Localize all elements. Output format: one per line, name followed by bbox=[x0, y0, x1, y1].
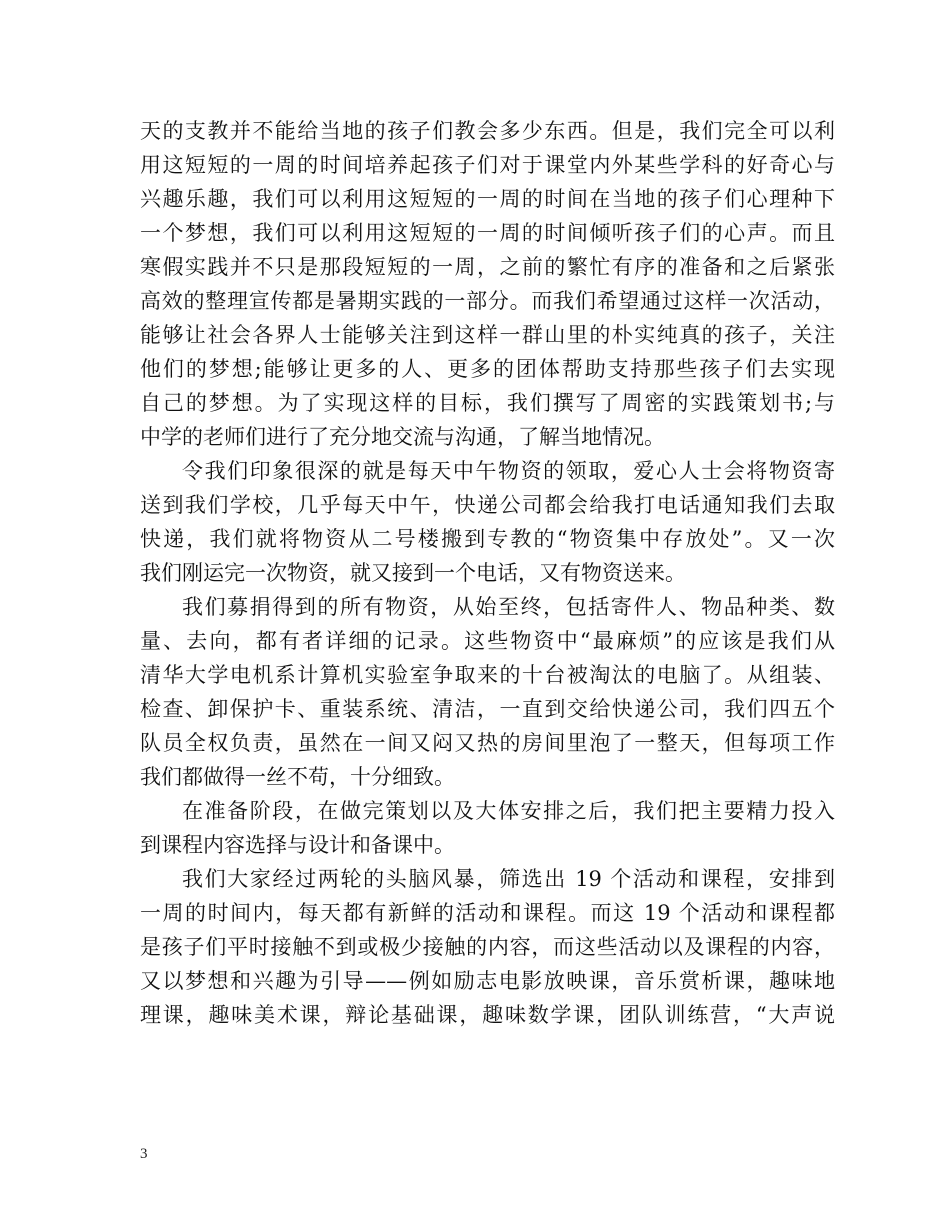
text-line: 在准备阶段，在做完策划以及大体安排之后，我们把主要精力投入 bbox=[182, 799, 835, 823]
text-line: 天的支教并不能给当地的孩子们教会多少东西。但是，我们完全可以利 bbox=[140, 119, 835, 143]
text-line: 我们大家经过两轮的头脑风暴，筛选出 19 个活动和课程，安排到 bbox=[182, 867, 835, 891]
text-line: 一个梦想，我们可以利用这短短的一周的时间倾听孩子们的心声。而且 bbox=[140, 221, 835, 245]
text-line: 用这短短的一周的时间培养起孩子们对于课堂内外某些学科的好奇心与 bbox=[140, 153, 835, 177]
text-line: 清华大学电机系计算机实验室争取来的十台被淘汰的电脑了。从组装、 bbox=[140, 663, 835, 687]
text-line: 队员全权负责，虽然在一间又闷又热的房间里泡了一整天，但每项工作 bbox=[140, 731, 835, 755]
text-line: 寒假实践并不只是那段短短的一周，之前的繁忙有序的准备和之后紧张 bbox=[140, 255, 835, 279]
text-line: 我们都做得一丝不苟，十分细致。 bbox=[140, 765, 455, 789]
text-line: 能够让社会各界人士能够关注到这样一群山里的朴实纯真的孩子，关注 bbox=[140, 323, 835, 347]
text-line: 到课程内容选择与设计和备课中。 bbox=[140, 833, 455, 857]
text-line: 又以梦想和兴趣为引导——例如励志电影放映课，音乐赏析课，趣味地 bbox=[140, 969, 835, 993]
text-line: 是孩子们平时接触不到或极少接触的内容，而这些活动以及课程的内容， bbox=[140, 935, 835, 959]
text-line: 他们的梦想;能够让更多的人、更多的团体帮助支持那些孩子们去实现 bbox=[140, 357, 835, 381]
text-line: 高效的整理宣传都是暑期实践的一部分。而我们希望通过这样一次活动， bbox=[140, 289, 835, 313]
text-line: 检查、卸保护卡、重装系统、清洁，一直到交给快递公司，我们四五个 bbox=[140, 697, 835, 721]
page-number: 3 bbox=[140, 1146, 148, 1162]
text-line: 一周的时间内，每天都有新鲜的活动和课程。而这 19 个活动和课程都 bbox=[140, 901, 835, 925]
text-line: 兴趣乐趣，我们可以利用这短短的一周的时间在当地的孩子们心理种下 bbox=[140, 187, 835, 211]
text-line: 我们募捐得到的所有物资，从始至终，包括寄件人、物品种类、数 bbox=[182, 595, 835, 619]
body-text bbox=[140, 114, 835, 1032]
text-line: 量、去向，都有者详细的记录。这些物资中“最麻烦”的应该是我们从 bbox=[140, 629, 835, 653]
text-line: 理课，趣味美术课，辩论基础课，趣味数学课，团队训练营，“大声说 bbox=[140, 1003, 835, 1027]
text-line: 快递，我们就将物资从二号楼搬到专教的“物资集中存放处”。又一次 bbox=[140, 527, 835, 551]
text-line: 中学的老师们进行了充分地交流与沟通，了解当地情况。 bbox=[140, 425, 665, 449]
text-line: 令我们印象很深的就是每天中午物资的领取，爱心人士会将物资寄 bbox=[182, 459, 835, 483]
text-line: 我们刚运完一次物资，就又接到一个电话，又有物资送来。 bbox=[140, 561, 686, 585]
text-line: 送到我们学校，几乎每天中午，快递公司都会给我打电话通知我们去取 bbox=[140, 493, 835, 517]
text-line: 自己的梦想。为了实现这样的目标，我们撰写了周密的实践策划书;与 bbox=[140, 391, 835, 415]
